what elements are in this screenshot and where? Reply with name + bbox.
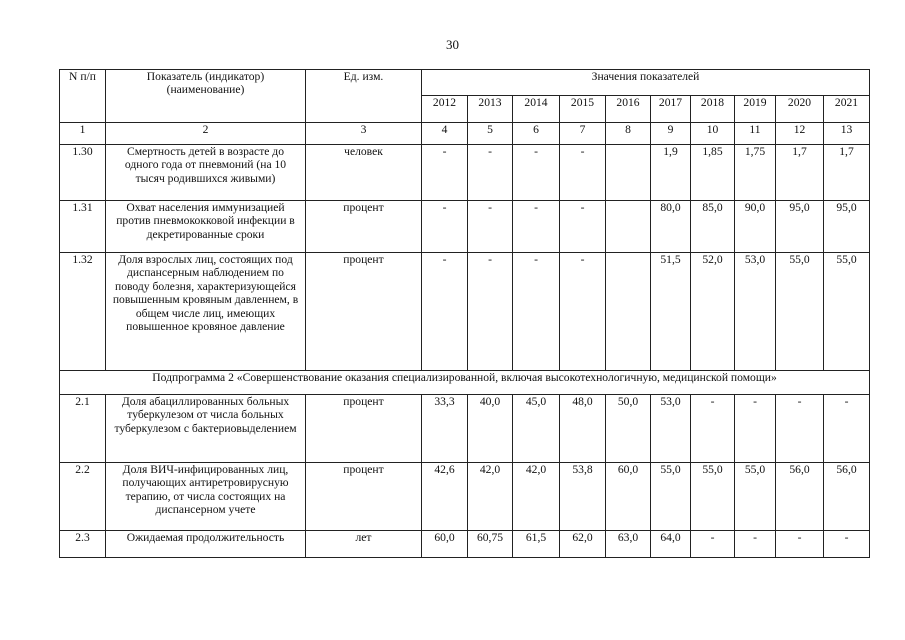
value-cell: -: [776, 395, 824, 463]
value-cell: -: [422, 201, 468, 253]
value-cell: -: [824, 531, 870, 558]
value-cell: 1,7: [776, 145, 824, 201]
value-cell: 1,9: [651, 145, 691, 201]
column-number: 5: [468, 123, 513, 145]
column-number: 6: [513, 123, 560, 145]
year-header: 2016: [606, 96, 651, 123]
value-cell: 55,0: [735, 463, 776, 531]
column-number: 12: [776, 123, 824, 145]
subprogram-row: [60, 371, 870, 395]
column-number: 3: [306, 123, 422, 145]
row-code: 2.2: [60, 463, 106, 531]
row-code: 2.1: [60, 395, 106, 463]
value-cell: 42,0: [513, 463, 560, 531]
value-cell: 42,0: [468, 463, 513, 531]
value-cell: 55,0: [651, 463, 691, 531]
indicator-name: Охват населения иммунизацией против пневмококковой инфекции в декретированные сроки: [106, 201, 306, 253]
column-numbers-row: [60, 123, 870, 145]
table-row: [60, 253, 870, 371]
row-code: 2.3: [60, 531, 106, 558]
value-cell: 64,0: [651, 531, 691, 558]
value-cell: 53,0: [651, 395, 691, 463]
header-row: [60, 70, 870, 96]
year-header: 2012: [422, 96, 468, 123]
column-number: 1: [60, 123, 106, 145]
table-row: [60, 395, 870, 463]
value-cell: 42,6: [422, 463, 468, 531]
column-number: 2: [106, 123, 306, 145]
value-cell: -: [691, 531, 735, 558]
value-cell: -: [735, 395, 776, 463]
value-cell: 60,0: [606, 463, 651, 531]
column-number: 8: [606, 123, 651, 145]
unit-cell: человек: [306, 145, 422, 201]
value-cell: [606, 201, 651, 253]
value-cell: 62,0: [560, 531, 606, 558]
value-cell: 1,85: [691, 145, 735, 201]
value-cell: 95,0: [776, 201, 824, 253]
unit-cell: процент: [306, 463, 422, 531]
value-cell: -: [824, 395, 870, 463]
unit-cell: процент: [306, 395, 422, 463]
indicator-name: Доля ВИЧ-инфицированных лиц, получающих антиретровирусную терапию, от числа состоящих на диспансерном учете: [106, 463, 306, 531]
value-cell: 48,0: [560, 395, 606, 463]
value-cell: -: [468, 145, 513, 201]
year-header: 2018: [691, 96, 735, 123]
indicator-name: Смертность детей в возрасте до одного года от пневмоний (на 10 тысяч родившихся живыми): [106, 145, 306, 201]
year-header: 2017: [651, 96, 691, 123]
year-header: 2014: [513, 96, 560, 123]
value-cell: 33,3: [422, 395, 468, 463]
value-cell: -: [735, 531, 776, 558]
value-cell: -: [513, 253, 560, 371]
table-row: [60, 145, 870, 201]
indicators-table: [59, 69, 870, 558]
value-cell: -: [776, 531, 824, 558]
column-number: 13: [824, 123, 870, 145]
value-cell: 90,0: [735, 201, 776, 253]
value-cell: 1,75: [735, 145, 776, 201]
unit-cell: лет: [306, 531, 422, 558]
year-header: 2019: [735, 96, 776, 123]
row-code: 1.32: [60, 253, 106, 371]
year-header: 2021: [824, 96, 870, 123]
value-cell: -: [468, 201, 513, 253]
table-row: [60, 531, 870, 558]
value-cell: 1,7: [824, 145, 870, 201]
column-number: 4: [422, 123, 468, 145]
row-code: 1.30: [60, 145, 106, 201]
value-cell: 53,8: [560, 463, 606, 531]
value-cell: -: [513, 201, 560, 253]
row-code: 1.31: [60, 201, 106, 253]
page-number: 30: [446, 37, 459, 52]
value-cell: 52,0: [691, 253, 735, 371]
value-cell: 55,0: [776, 253, 824, 371]
header-unit: Ед. изм.: [306, 70, 422, 123]
value-cell: 63,0: [606, 531, 651, 558]
value-cell: 56,0: [776, 463, 824, 531]
value-cell: 40,0: [468, 395, 513, 463]
year-header: 2015: [560, 96, 606, 123]
column-number: 11: [735, 123, 776, 145]
value-cell: 85,0: [691, 201, 735, 253]
value-cell: -: [422, 253, 468, 371]
value-cell: 55,0: [691, 463, 735, 531]
value-cell: -: [513, 145, 560, 201]
indicator-name: Доля взрослых лиц, состоящих под диспансерным наблюдением по поводу болезня, характеризующейся повышенным кровяным давленнем, в общем числе лиц, имеющих повышенное кровяное давление: [106, 253, 306, 371]
table-row: [60, 201, 870, 253]
value-cell: -: [560, 201, 606, 253]
value-cell: -: [560, 145, 606, 201]
value-cell: -: [560, 253, 606, 371]
value-cell: 80,0: [651, 201, 691, 253]
value-cell: 95,0: [824, 201, 870, 253]
value-cell: 61,5: [513, 531, 560, 558]
value-cell: 51,5: [651, 253, 691, 371]
value-cell: 53,0: [735, 253, 776, 371]
unit-cell: процент: [306, 201, 422, 253]
value-cell: 60,0: [422, 531, 468, 558]
year-header: 2020: [776, 96, 824, 123]
value-cell: -: [422, 145, 468, 201]
column-number: 9: [651, 123, 691, 145]
header-values: Значения показателей: [422, 70, 870, 96]
value-cell: [606, 253, 651, 371]
value-cell: 45,0: [513, 395, 560, 463]
indicator-name: Доля абациллированных больных туберкулезом от числа больных туберкулезом с бактериовыделением: [106, 395, 306, 463]
value-cell: 60,75: [468, 531, 513, 558]
value-cell: -: [468, 253, 513, 371]
table-row: [60, 463, 870, 531]
header-indicator: Показатель (индикатор) (наименование): [106, 70, 306, 123]
value-cell: -: [691, 395, 735, 463]
value-cell: 50,0: [606, 395, 651, 463]
column-number: 10: [691, 123, 735, 145]
value-cell: 56,0: [824, 463, 870, 531]
header-num: N п/п: [60, 70, 106, 123]
value-cell: [606, 145, 651, 201]
value-cell: 55,0: [824, 253, 870, 371]
unit-cell: процент: [306, 253, 422, 371]
column-number: 7: [560, 123, 606, 145]
subprogram-title: Подпрограмма 2 «Совершенствование оказания специализированной, включая высокотехнологичную, медицинской помощи»: [60, 371, 870, 395]
year-header: 2013: [468, 96, 513, 123]
indicator-name: Ожидаемая продолжительность: [106, 531, 306, 558]
